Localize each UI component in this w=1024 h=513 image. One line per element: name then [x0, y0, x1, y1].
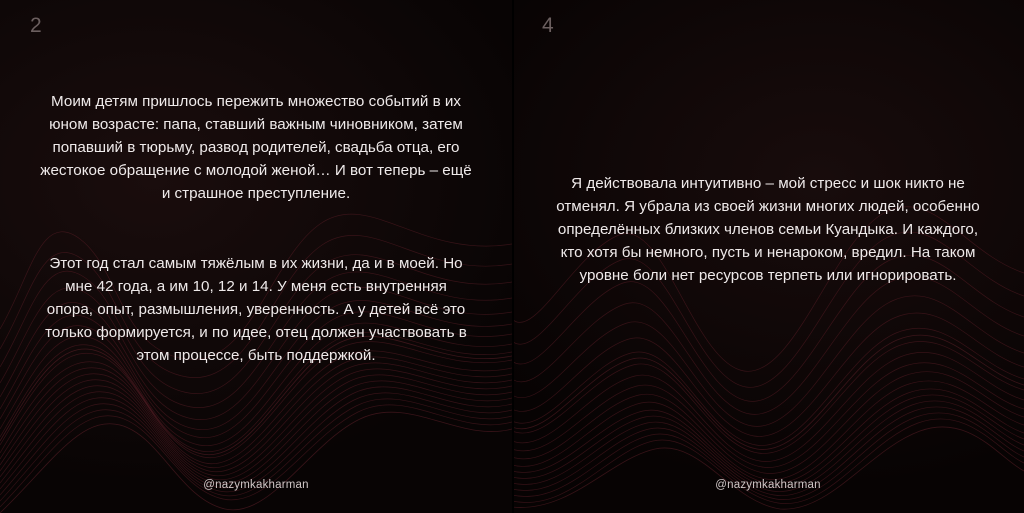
handle-right: @nazymkakharman: [715, 479, 821, 491]
slide-divider: [512, 0, 514, 513]
slide-right-paragraph-1: Я действовала интуитивно – мой стресс и шок никто не отменял. Я убрала из своей жизни многих людей, особенно определённых близких членов семьи Куандыка. И каждого, кто хотя бы немного, пусть и ненароком, вредил. На таком уровне боли нет ресурсов терпеть или игнорировать.: [556, 175, 980, 285]
handle-left: @nazymkakharman: [203, 479, 309, 491]
slide-left-paragraph-2: Этот год стал самым тяжёлым в их жизни, да и в моей. Но мне 42 года, а им 10, 12 и 14. У меня есть внутренняя опора, опыт, размышления, уверенность. А у детей всё это только формируется, и по идее, отец должен участвовать в этом процессе, быть поддержкой.: [45, 255, 467, 365]
slide-number-right: 4: [542, 14, 555, 37]
slide-4: [512, 0, 1024, 513]
slide-left-paragraph-1: Моим детям пришлось пережить множество событий в их юном возрасте: папа, ставший важным чиновником, затем попавший в тюрьму, развод родителей, свадьба отца, его жестокое обращение с молодой женой… И вот теперь – ещё и страшное преступление.: [40, 93, 472, 203]
slide-number-left: 2: [30, 14, 43, 37]
